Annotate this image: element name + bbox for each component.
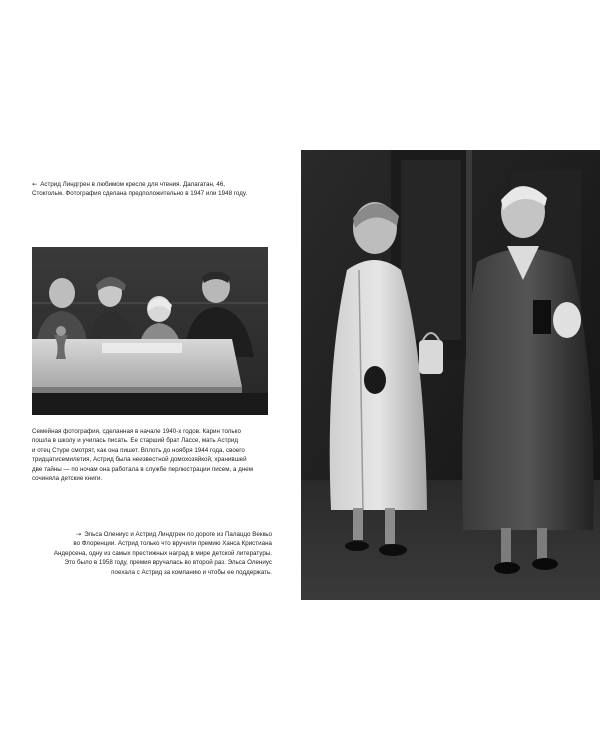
caption-line: → Эльса Олениус и Астрид Линдгрен по дороге из Палаццо Веккьо <box>75 531 272 538</box>
caption-line: поехала с Астрид за компанию и чтобы ее поддержать. <box>111 568 272 576</box>
caption-line: во Флоренции. Астрид только что вручили премию Ханса Кристиана <box>73 540 272 548</box>
caption-line: тридцатисемилетия, Астрид была неизвестной домохозяйкой, хранившей <box>32 456 247 464</box>
caption-florence <box>32 530 272 577</box>
astrid-and-elsa-photo <box>301 150 600 600</box>
caption-line: две тайны — по ночам она работала в службе перлюстрации писем, а днем <box>32 465 254 473</box>
caption-line: Андерсена, одну из самых престижных наград в мире детской литературы. <box>53 549 272 557</box>
arrow-right-icon: → <box>75 531 82 538</box>
caption-line: Стокгольм. Фотография сделана предположительно в 1947 или 1948 году. <box>32 190 248 198</box>
caption-reading-chair <box>32 180 272 199</box>
caption-line: ← Астрид Линдгрен в любимом кресле для чтения. Далагатан, 46, <box>32 181 226 188</box>
caption-line: Семейная фотография, сделанная в начале 1940-х годов. Карин только <box>32 428 241 435</box>
caption-family-photo <box>32 427 268 483</box>
arrow-left-icon: ← <box>32 181 38 188</box>
caption-line: пошла в школу и училась писать. Ее старший брат Лассе, мать Астрид <box>32 437 238 445</box>
caption-line: сочиняла детские книги. <box>32 475 103 483</box>
caption-line: Это было в 1958 году, премия вручалась во второй раз. Эльса Олениус <box>64 559 272 567</box>
family-photo <box>32 247 268 415</box>
caption-line: и отец Стуре смотрят, как она пишет. Вплоть до ноября 1944 года, своего <box>32 446 245 454</box>
